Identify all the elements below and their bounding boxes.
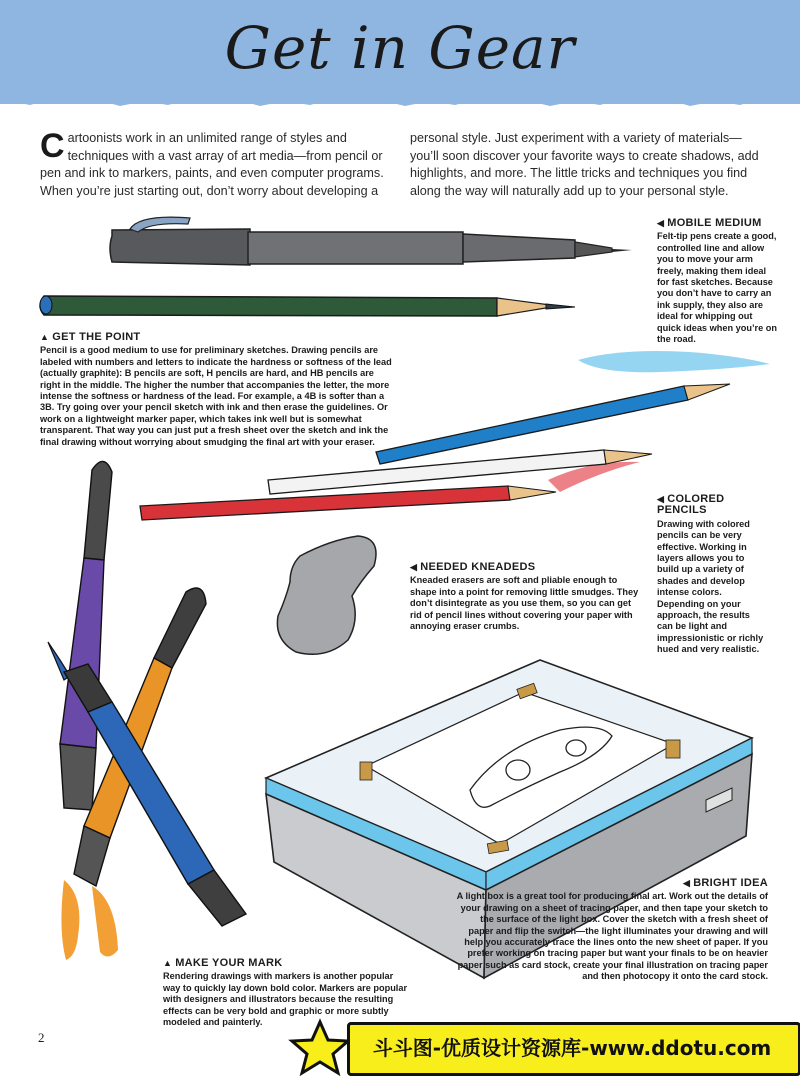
intro-right-column: personal style. Just experiment with a variety of materials—you’ll soon discover your favorite ways to create shadows, add highlights, and more. The little tricks and techniques you find along the way will naturally add up to your personal style.	[410, 131, 759, 198]
caption-heading: ◀ NEEDED KNEADEDS	[410, 561, 536, 573]
caption-heading: ▲ GET THE POINT	[40, 331, 141, 343]
arrow-up-icon: ▲	[40, 332, 50, 342]
caption-body: Rendering drawings with markers is another popular way to quickly lay down bold color. Markers are popular with designers and illustrators because the resulting effects can be very bold and graphic or more subtly modeled and painterly.	[163, 971, 408, 1028]
drop-cap: C	[40, 127, 65, 165]
caption-colored-pencils	[657, 494, 765, 656]
caption-body: Felt-tip pens create a good, controlled line and allow you to move your arm freely, making them ideal for fast sketches. Because you don’t have to carry an ink supply, they also are ideal for whipping out quick ideas when you’re on the road.	[657, 231, 777, 345]
arrow-left-icon: ◀	[682, 878, 691, 888]
arrow-up-icon: ▲	[163, 958, 173, 968]
watermark-banner	[285, 1018, 800, 1076]
caption-heading: ◀ BRIGHT IDEA	[682, 877, 768, 889]
caption-body: Pencil is a good medium to use for preliminary sketches. Drawing pencils are labeled with numbers and letters to indicate the hardness or softness of the lead (actually graphite): B pencils are soft, H pencils are hard, and HB pencils are right in the middle. The higher the number that accompanies the letter, the more intense the softness or hardness of the lead. For example, a 4B is softer than a 3B. Try going over your pencil sketch with ink and then erase the guidelines. Or work on a lightweight marker paper, which takes ink well but is somewhat transparent. That way you can just put a fresh sheet over the sketch and ink the final drawing without worrying about smudging the final art with your eraser.	[40, 345, 392, 447]
page-title: Get in Gear	[224, 14, 576, 82]
page-number: 2	[38, 1030, 45, 1045]
felt-tip-pen-illustration	[110, 217, 632, 265]
arrow-left-icon: ◀	[657, 218, 665, 228]
intro-left-text: artoonists work in an unlimited range of styles and techniques with a vast array of art media—from pencil or pen and ink to markers, paints, and even computer programs. When you’re just starting out, don’t worry about developing a	[40, 131, 384, 198]
arrow-left-icon: ◀	[410, 562, 418, 572]
blue-colored-pencil	[376, 384, 730, 464]
star-icon	[285, 1018, 355, 1076]
caption-body: Kneaded erasers are soft and pliable enough to shape into a point for removing little smudges. They don’t disintegrate as you use them, so you can get rid of pencil lines without covering your paper with annoying eraser crumbs.	[410, 575, 639, 632]
caption-get-the-point	[40, 332, 392, 448]
red-colored-pencil	[140, 486, 556, 520]
caption-body: Drawing with colored pencils can be very effective. Working in layers allows you to build up a variety of shades and develop intense colors. Depending on your approach, the results can be light and impressionistic or richly hued and very realistic.	[657, 518, 764, 655]
caption-heading: ◀ MOBILE MEDIUM	[657, 217, 762, 229]
caption-heading: ▲ MAKE YOUR MARK	[163, 957, 283, 969]
caption-heading: ◀ COLORED PENCILS	[657, 493, 725, 517]
caption-bright-idea	[456, 878, 768, 983]
orange-marker-scribble	[61, 880, 118, 960]
caption-needed-kneadeds	[410, 562, 642, 632]
arrow-left-icon: ◀	[657, 494, 665, 504]
caption-mobile-medium	[657, 218, 777, 345]
watermark-text: 斗斗图-优质设计资源库-www.ddotu.com	[372, 1036, 772, 1060]
blue-pencil-scribble	[578, 351, 770, 372]
kneaded-eraser-illustration	[277, 536, 376, 654]
purple-marker-illustration	[60, 461, 112, 810]
caption-body: A light box is a great tool for producing final art. Work out the details of your drawing on a sheet of tracing paper, and then tape your sketch to the surface of the light box. Cover the sketch with a fresh sheet of paper and flip the switch—the light illuminates your drawing and will help you accurately trace the lines onto the new sheet of paper. If you prefer working on tracing paper but want your finals to be on heavier paper such as card stock, create your final illustration on tracing paper and then photocopy it onto the card stock.	[456, 891, 768, 982]
graphite-pencil-illustration	[40, 296, 575, 316]
